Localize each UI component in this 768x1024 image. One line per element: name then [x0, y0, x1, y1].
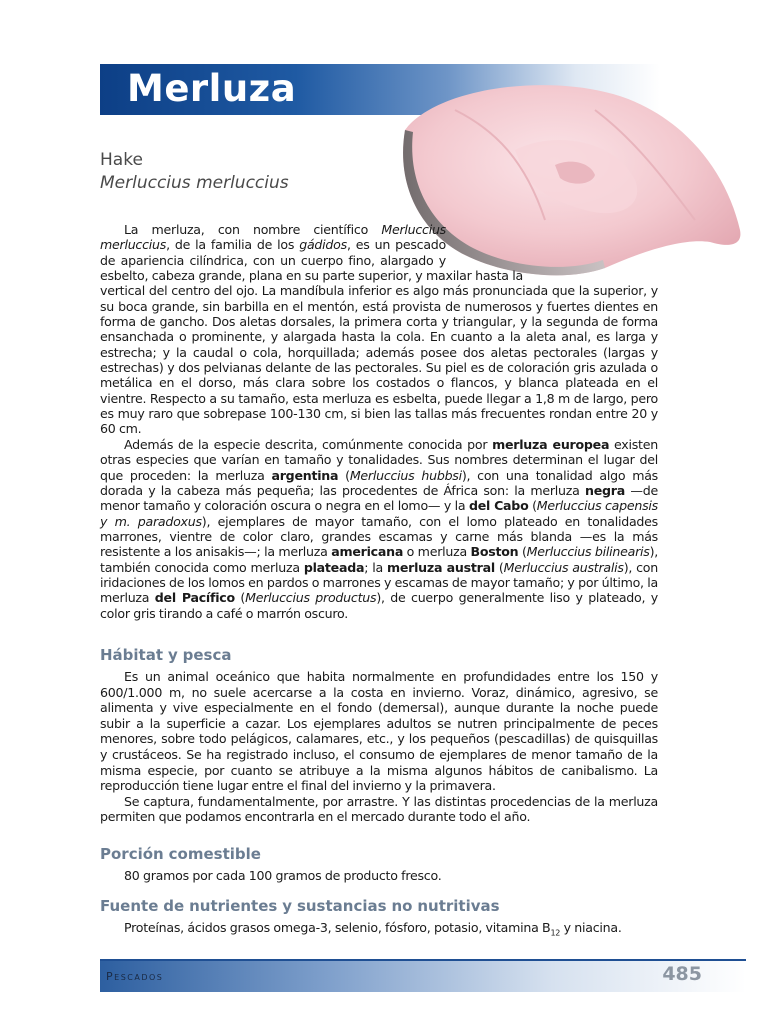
footer-section-label: Pescados	[106, 970, 164, 983]
bold-term: del Pacífico	[154, 590, 235, 606]
italic-term: Merluccius bilinearis	[526, 544, 650, 560]
bold-term: plateada	[303, 559, 365, 575]
page-number: 485	[662, 963, 702, 985]
bold-term: americana	[331, 544, 404, 560]
habitat-paragraph-1: Es un animal oceánico que habita normalmente en profundidades entre los 150 y 600/1.000 m, no suele acercarse a la costa en invierno. Voraz, dinámico, agresivo, se alimenta y vive especialmente en el fondo (demersal), aunque durante la noche puede subir a la superficie a cazar. Los ejemplares adultos se nutren principalmente de peces menores, sobre todo pelágicos, calamares, etc., y los pequeños (pescadillas) de quisquillas y crustáceos. Se ha registrado incluso, el consumo de ejemplares de menor tamaño de la misma especie, por cuanto se atribuye a la misma algunos hábitos de canibalismo. La reproducción tiene lugar entre el final del invierno y la primavera.	[100, 669, 658, 794]
description-text	[100, 222, 658, 621]
italic-term: Merluccius merluccius	[100, 222, 446, 253]
italic-term: Merluccius productus	[245, 590, 377, 606]
nutrients-text	[100, 920, 658, 941]
italic-term: gádidos	[299, 237, 347, 253]
bold-term: merluza austral	[386, 559, 495, 575]
footer-bar	[100, 959, 746, 992]
scientific-name: Merluccius merluccius	[100, 173, 289, 193]
nutrients-text-after: y niacina.	[560, 920, 622, 935]
portion-heading: Porción comestible	[100, 845, 261, 863]
nutrients-text-before: Proteínas, ácidos grasos omega-3, selenio, fósforo, potasio, vitamina B	[124, 920, 551, 935]
bold-term: negra	[585, 482, 625, 498]
bold-term: del Cabo	[468, 498, 529, 514]
habitat-section	[100, 646, 658, 825]
intro-paragraph-2: Además de la especie descrita, comúnmente conocida por merluza europea existen otras especies que varían en tamaño y tonalidades. Sus nombres determinan el lugar del que proceden: la merluza argentina (Merluccius hubbsi), con una tonalidad algo más dorada y la cabeza más pequeña; las procedentes de África son: la merluza negra —de menor tamaño y coloración oscura o negra en el lomo— y la del Cabo (Merluccius capensis y m. paradoxus), ejemplares de mayor tamaño, con el lomo plateado en tonalidades marrones, vientre de color claro, grandes escamas y carne más blanda —es la más resistente a los anisakis—; la merluza americana o merluza Boston (Merluccius bilinearis), también conocida como merluza plateada; la merluza austral (Merluccius australis), con iridaciones de los lomos en pardos o marrones y escamas de mayor tamaño; y por último, la merluza del Pacífico (Merluccius productus), de cuerpo generalmente liso y plateado, y color gris tirando a café o marrón oscuro.	[100, 436, 658, 621]
habitat-paragraph-2: Se captura, fundamentalmente, por arrastre. Y las distintas procedencias de la merluza permiten que podamos encontrarla en el mercado durante todo el año.	[100, 793, 658, 825]
habitat-heading: Hábitat y pesca	[100, 646, 232, 664]
intro-paragraph-1: La merluza, con nombre científico Merluccius merluccius, de la familia de los gádidos, es un pescado de apariencia cilíndrica, con un cuerpo fino, alargado y esbelto, cabeza grande, plana en su parte superior, y maxilar hasta la vertical del centro del ojo. La mandíbula inferior es algo más pronunciada que la superior, y su boca grande, sin barbilla en el mentón, está provista de numerosos y fuertes dientes en forma de gancho. Dos aletas dorsales, la primera corta y triangular, y la segunda de forma ensanchada o prominente, y alargada hasta la cola. En cuanto a la aleta anal, es larga y estrecha; y la caudal o cola, horquillada; además posee dos aletas pectorales (largas y estrechas) y dos pelvianas delante de las pectorales. Su piel es de coloración gris azulada o metálica en el dorso, más clara sobre los costados o flancos, y blanca plateada en el vientre. Respecto a su tamaño, esta merluza es esbelta, puede llegar a 1,8 m de largo, pero es muy raro que sobrepase 100-130 cm, si bien las tallas más frecuentes rondan entre 20 y 60 cm.	[100, 222, 658, 437]
italic-term: Merluccius hubbsi	[349, 467, 462, 483]
bold-term: argentina	[271, 467, 339, 483]
nutrients-section	[100, 897, 658, 941]
portion-section	[100, 845, 658, 884]
bold-term: Boston	[470, 544, 519, 560]
italic-term: Merluccius capensis y m. paradoxus	[100, 498, 658, 529]
italic-term: Merluccius australis	[503, 559, 624, 575]
vitamin-subscript: 12	[550, 928, 561, 938]
page-title: Merluza	[127, 67, 297, 110]
bold-term: merluza europea	[492, 436, 610, 452]
common-name: Hake	[100, 150, 143, 170]
nutrients-heading: Fuente de nutrientes y sustancias no nutritivas	[100, 897, 500, 915]
portion-text: 80 gramos por cada 100 gramos de producto fresco.	[124, 868, 442, 883]
